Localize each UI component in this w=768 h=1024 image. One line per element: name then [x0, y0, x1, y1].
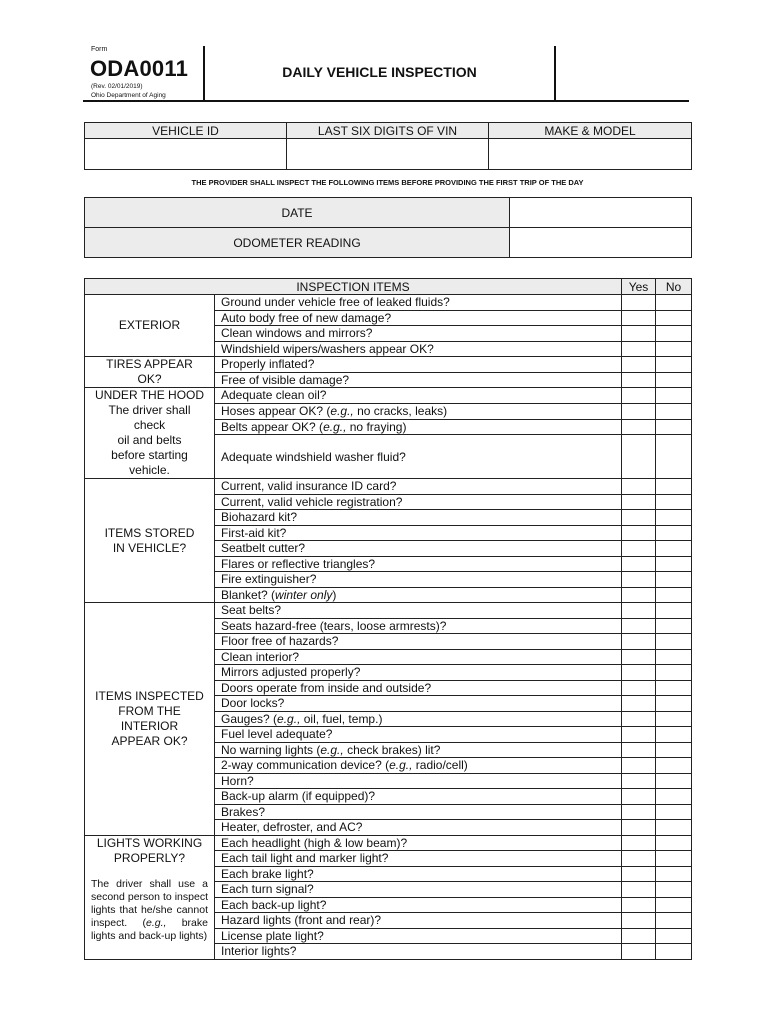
- inspection-item: Ground under vehicle free of leaked fluids?: [215, 295, 622, 311]
- odometer-label: ODOMETER READING: [85, 228, 510, 258]
- vehicle-id-field[interactable]: [85, 139, 287, 170]
- header-rule: [83, 100, 689, 102]
- yes-checkbox[interactable]: [622, 541, 656, 557]
- yes-checkbox[interactable]: [622, 572, 656, 588]
- no-checkbox[interactable]: [656, 897, 692, 913]
- yes-checkbox[interactable]: [622, 913, 656, 929]
- make-model-field[interactable]: [489, 139, 692, 170]
- category-label-line: INTERIOR: [120, 718, 179, 733]
- category-label-line: ITEMS STORED: [104, 525, 195, 540]
- yes-checkbox[interactable]: [622, 835, 656, 851]
- inspection-item: Gauges? (e.g., oil, fuel, temp.): [215, 711, 622, 727]
- no-checkbox[interactable]: [656, 851, 692, 867]
- no-checkbox[interactable]: [656, 758, 692, 774]
- no-checkbox[interactable]: [656, 928, 692, 944]
- no-checkbox[interactable]: [656, 372, 692, 388]
- no-checkbox[interactable]: [656, 295, 692, 311]
- inspection-item: Floor free of hazards?: [215, 634, 622, 650]
- no-checkbox[interactable]: [656, 603, 692, 619]
- inspection-item: Each turn signal?: [215, 882, 622, 898]
- form-label: Form: [91, 46, 108, 53]
- inspection-item: Auto body free of new damage?: [215, 310, 622, 326]
- no-checkbox[interactable]: [656, 341, 692, 357]
- inspection-item: Free of visible damage?: [215, 372, 622, 388]
- inspection-item: Horn?: [215, 773, 622, 789]
- category-label-line: PROPERLY?: [113, 850, 186, 865]
- inspection-item: First-aid kit?: [215, 525, 622, 541]
- inspection-item: Windshield wipers/washers appear OK?: [215, 341, 622, 357]
- no-checkbox[interactable]: [656, 541, 692, 557]
- make-model-header: MAKE & MODEL: [489, 123, 692, 139]
- no-checkbox[interactable]: [656, 866, 692, 882]
- category-label-line: TIRES APPEAR: [106, 357, 193, 371]
- yes-checkbox[interactable]: [622, 388, 656, 404]
- no-checkbox[interactable]: [656, 587, 692, 603]
- yes-checkbox[interactable]: [622, 587, 656, 603]
- inspection-item: Doors operate from inside and outside?: [215, 680, 622, 696]
- lights-note: The driver shall use a second person to inspect lights that he/she cannot inspect. (e.g., brake lights and back-up lights): [91, 877, 208, 942]
- yes-checkbox[interactable]: [622, 680, 656, 696]
- no-checkbox[interactable]: [656, 419, 692, 435]
- header-divider: [554, 46, 556, 101]
- category-label-line: The driver shall: [108, 403, 191, 417]
- category-label-line: check: [133, 418, 166, 432]
- no-checkbox[interactable]: [656, 773, 692, 789]
- no-checkbox[interactable]: [656, 572, 692, 588]
- odometer-field[interactable]: [510, 228, 692, 258]
- yes-checkbox[interactable]: [622, 510, 656, 526]
- inspection-item: Seat belts?: [215, 603, 622, 619]
- no-checkbox[interactable]: [656, 435, 692, 479]
- yes-checkbox[interactable]: [622, 525, 656, 541]
- no-checkbox[interactable]: [656, 403, 692, 419]
- no-checkbox[interactable]: [656, 944, 692, 960]
- date-odometer-table: [84, 197, 692, 258]
- yes-checkbox[interactable]: [622, 556, 656, 572]
- yes-checkbox[interactable]: [622, 372, 656, 388]
- no-checkbox[interactable]: [656, 310, 692, 326]
- no-header: No: [656, 279, 692, 295]
- inspection-item: Each headlight (high & low beam)?: [215, 835, 622, 851]
- category-label-line: LIGHTS WORKING: [96, 835, 203, 850]
- yes-checkbox[interactable]: [622, 789, 656, 805]
- yes-checkbox[interactable]: [622, 326, 656, 342]
- no-checkbox[interactable]: [656, 326, 692, 342]
- yes-checkbox[interactable]: [622, 727, 656, 743]
- inspection-item: License plate light?: [215, 928, 622, 944]
- inspection-item: Flares or reflective triangles?: [215, 556, 622, 572]
- yes-checkbox[interactable]: [622, 419, 656, 435]
- category-label-line: ITEMS INSPECTED: [95, 688, 204, 703]
- category-label-line: OK?: [137, 372, 162, 386]
- inspection-item: Hoses appear OK? (e.g., no cracks, leaks): [215, 403, 622, 419]
- yes-checkbox[interactable]: [622, 773, 656, 789]
- no-checkbox[interactable]: [656, 634, 692, 650]
- no-checkbox[interactable]: [656, 479, 692, 495]
- vin-field[interactable]: [287, 139, 489, 170]
- provider-instruction: THE PROVIDER SHALL INSPECT THE FOLLOWING ITEMS BEFORE PROVIDING THE FIRST TRIP OF THE DAY: [191, 178, 584, 187]
- department-name: Ohio Department of Aging: [91, 92, 166, 99]
- inspection-item: Interior lights?: [215, 944, 622, 960]
- yes-checkbox[interactable]: [622, 882, 656, 898]
- inspection-item: Door locks?: [215, 696, 622, 712]
- yes-checkbox[interactable]: [622, 928, 656, 944]
- category-label-line: UNDER THE HOOD: [94, 388, 205, 402]
- inspection-item: Each tail light and marker light?: [215, 851, 622, 867]
- category-tires: [85, 357, 215, 388]
- yes-checkbox[interactable]: [622, 944, 656, 960]
- form-revision: (Rev. 02/01/2019): [91, 83, 143, 90]
- no-checkbox[interactable]: [656, 789, 692, 805]
- form-number: ODA0011: [90, 56, 189, 81]
- inspection-items-header: INSPECTION ITEMS: [85, 279, 622, 295]
- inspection-item: Heater, defroster, and AC?: [215, 820, 622, 836]
- vehicle-id-header: VEHICLE ID: [85, 123, 287, 139]
- yes-checkbox[interactable]: [622, 603, 656, 619]
- category-label-line: oil and belts: [117, 433, 182, 447]
- no-checkbox[interactable]: [656, 525, 692, 541]
- inspection-item: Adequate windshield washer fluid?: [215, 435, 622, 479]
- inspection-item: Current, valid insurance ID card?: [215, 479, 622, 495]
- yes-checkbox[interactable]: [622, 820, 656, 836]
- category-label-line: vehicle.: [129, 463, 170, 477]
- inspection-item: Fuel level adequate?: [215, 727, 622, 743]
- yes-checkbox[interactable]: [622, 804, 656, 820]
- no-checkbox[interactable]: [656, 510, 692, 526]
- yes-checkbox[interactable]: [622, 758, 656, 774]
- yes-checkbox[interactable]: [622, 866, 656, 882]
- category-label-line: APPEAR OK?: [111, 733, 188, 748]
- category-under-hood: [85, 388, 215, 479]
- no-checkbox[interactable]: [656, 742, 692, 758]
- inspection-item: Brakes?: [215, 804, 622, 820]
- no-checkbox[interactable]: [656, 711, 692, 727]
- inspection-item: Clean windows and mirrors?: [215, 326, 622, 342]
- inspection-item: Current, valid vehicle registration?: [215, 494, 622, 510]
- inspection-item: Hazard lights (front and rear)?: [215, 913, 622, 929]
- date-field[interactable]: [510, 198, 692, 228]
- no-checkbox[interactable]: [656, 696, 692, 712]
- inspection-item: No warning lights (e.g., check brakes) lit?: [215, 742, 622, 758]
- yes-checkbox[interactable]: [622, 295, 656, 311]
- inspection-item: Clean interior?: [215, 649, 622, 665]
- yes-checkbox[interactable]: [622, 435, 656, 479]
- inspection-item: Properly inflated?: [215, 357, 622, 373]
- inspection-item: Seatbelt cutter?: [215, 541, 622, 557]
- yes-checkbox[interactable]: [622, 649, 656, 665]
- yes-header: Yes: [622, 279, 656, 295]
- yes-checkbox[interactable]: [622, 494, 656, 510]
- inspection-item: Fire extinguisher?: [215, 572, 622, 588]
- inspection-item: Adequate clean oil?: [215, 388, 622, 404]
- category-label-line: before starting: [111, 448, 188, 462]
- no-checkbox[interactable]: [656, 727, 692, 743]
- yes-checkbox[interactable]: [622, 618, 656, 634]
- yes-checkbox[interactable]: [622, 357, 656, 373]
- no-checkbox[interactable]: [656, 835, 692, 851]
- category-interior: [85, 603, 215, 836]
- category-lights: [85, 835, 215, 959]
- no-checkbox[interactable]: [656, 494, 692, 510]
- no-checkbox[interactable]: [656, 665, 692, 681]
- no-checkbox[interactable]: [656, 913, 692, 929]
- no-checkbox[interactable]: [656, 556, 692, 572]
- no-checkbox[interactable]: [656, 357, 692, 373]
- yes-checkbox[interactable]: [622, 711, 656, 727]
- yes-checkbox[interactable]: [622, 403, 656, 419]
- yes-checkbox[interactable]: [622, 897, 656, 913]
- no-checkbox[interactable]: [656, 882, 692, 898]
- vehicle-info-table: [84, 122, 692, 170]
- form-title: DAILY VEHICLE INSPECTION: [282, 64, 477, 80]
- vin-header: LAST SIX DIGITS OF VIN: [287, 123, 489, 139]
- inspection-item: Back-up alarm (if equipped)?: [215, 789, 622, 805]
- inspection-item: Each back-up light?: [215, 897, 622, 913]
- no-checkbox[interactable]: [656, 649, 692, 665]
- no-checkbox[interactable]: [656, 804, 692, 820]
- category-items-stored: [85, 479, 215, 603]
- inspection-item: Belts appear OK? (e.g., no fraying): [215, 419, 622, 435]
- inspection-item: Each brake light?: [215, 866, 622, 882]
- no-checkbox[interactable]: [656, 618, 692, 634]
- no-checkbox[interactable]: [656, 820, 692, 836]
- yes-checkbox[interactable]: [622, 634, 656, 650]
- yes-checkbox[interactable]: [622, 696, 656, 712]
- yes-checkbox[interactable]: [622, 742, 656, 758]
- inspection-item: Biohazard kit?: [215, 510, 622, 526]
- date-label: DATE: [85, 198, 510, 228]
- inspection-item: Seats hazard-free (tears, loose armrests)?: [215, 618, 622, 634]
- category-label-line: IN VEHICLE?: [112, 540, 187, 555]
- no-checkbox[interactable]: [656, 388, 692, 404]
- yes-checkbox[interactable]: [622, 310, 656, 326]
- inspection-item: Mirrors adjusted properly?: [215, 665, 622, 681]
- category-exterior: EXTERIOR: [85, 295, 215, 357]
- inspection-item: Blanket? (winter only): [215, 587, 622, 603]
- yes-checkbox[interactable]: [622, 341, 656, 357]
- inspection-item: 2-way communication device? (e.g., radio/cell): [215, 758, 622, 774]
- category-label-line: FROM THE: [118, 703, 181, 718]
- inspection-table: [84, 278, 692, 960]
- no-checkbox[interactable]: [656, 680, 692, 696]
- yes-checkbox[interactable]: [622, 479, 656, 495]
- yes-checkbox[interactable]: [622, 665, 656, 681]
- yes-checkbox[interactable]: [622, 851, 656, 867]
